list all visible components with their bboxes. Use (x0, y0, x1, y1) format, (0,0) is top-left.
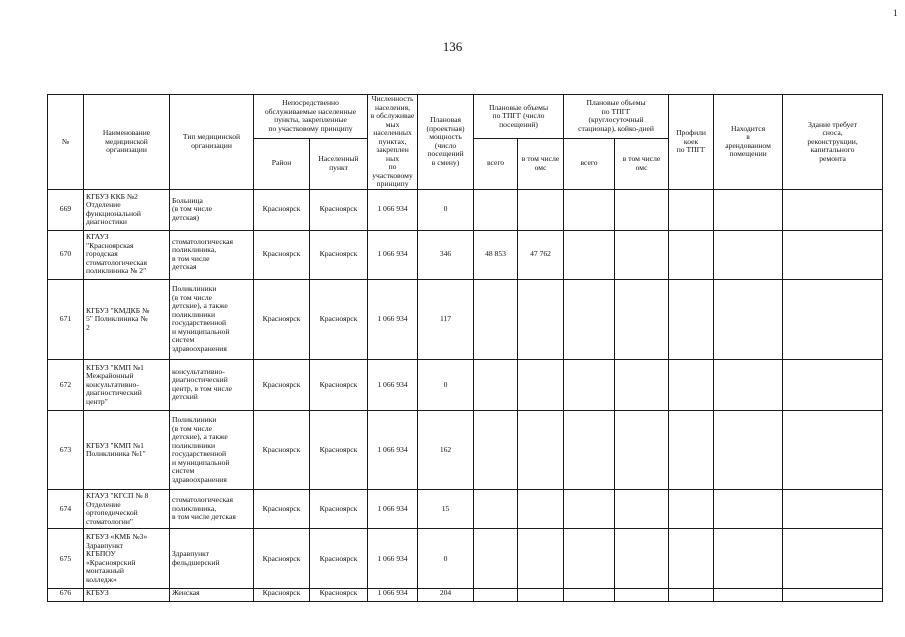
district-cell: Красноярск (254, 411, 310, 490)
repair-cell (783, 359, 883, 410)
header-settlement: Населенный пункт (310, 138, 368, 189)
bed-profile-cell (669, 189, 714, 230)
population-cell: 1 066 934 (368, 189, 418, 230)
beds-total-cell (564, 230, 615, 279)
header-visits-oms: в том числе омс (518, 138, 564, 189)
repair-cell (783, 230, 883, 279)
row-num: 671 (48, 279, 84, 359)
org-name-cell: КГБУЗ «КМБ №3» Здравпункт КГБПОУ «Красноярский монтажный колледж» (84, 529, 170, 589)
visits-oms-cell (518, 279, 564, 359)
table-row (48, 529, 883, 589)
row-num: 670 (48, 230, 84, 279)
table-row (48, 411, 883, 490)
beds-oms-cell (615, 359, 669, 410)
header-capacity: Плановая (проектная) мощность (число посещений в смену) (418, 95, 474, 190)
visits-total-cell (474, 411, 518, 490)
settlement-cell: Красноярск (310, 359, 368, 410)
visits-total-cell: 48 853 (474, 230, 518, 279)
visits-total-cell (474, 359, 518, 410)
org-type-cell: Здравпункт фельдшерский (170, 529, 254, 589)
header-population: Численность населения, в обслуживае мых населенных пунктах, закреплен ных по участковому принципу (368, 95, 418, 190)
capacity-cell: 117 (418, 279, 474, 359)
org-name-cell: КГАУЗ "КГСП № 8 Отделение ортопедической стоматологии" (84, 490, 170, 529)
rented-cell (714, 230, 783, 279)
rented-cell (714, 189, 783, 230)
visits-oms-cell (518, 589, 564, 601)
org-name-cell: КГБУЗ ККБ №2 Отделение функциональной диагностики (84, 189, 170, 230)
org-type-cell: Женская (170, 589, 254, 601)
org-name-cell: КГАУЗ "Красноярская городская стоматологическая поликлиника № 2" (84, 230, 170, 279)
visits-oms-cell (518, 411, 564, 490)
row-num: 673 (48, 411, 84, 490)
capacity-cell: 346 (418, 230, 474, 279)
beds-oms-cell (615, 490, 669, 529)
row-num: 669 (48, 189, 84, 230)
repair-cell (783, 589, 883, 601)
row-num: 675 (48, 529, 84, 589)
bed-profile-cell (669, 589, 714, 601)
visits-total-cell (474, 589, 518, 601)
district-cell: Красноярск (254, 529, 310, 589)
beds-total-cell (564, 411, 615, 490)
capacity-cell: 15 (418, 490, 474, 529)
population-cell: 1 066 934 (368, 529, 418, 589)
visits-oms-cell (518, 490, 564, 529)
bed-profile-cell (669, 529, 714, 589)
org-name-cell: КГБУЗ "КМП №1 Поликлиника №1" (84, 411, 170, 490)
capacity-cell: 162 (418, 411, 474, 490)
org-type-cell: консультативно- диагностический центр, в том числе детский (170, 359, 254, 410)
visits-total-cell (474, 279, 518, 359)
district-cell: Красноярск (254, 589, 310, 601)
population-cell: 1 066 934 (368, 589, 418, 601)
header-org-type: Тип медицинской организации (170, 95, 254, 190)
population-cell: 1 066 934 (368, 230, 418, 279)
header-repair: Здание требует сноса, реконструкции, капитального ремонта (783, 95, 883, 190)
header-beds: Плановые объемы по ТПГГ (круглосуточный стационар), койко-дней (564, 95, 669, 139)
repair-cell (783, 529, 883, 589)
settlement-cell: Красноярск (310, 279, 368, 359)
facilities-table (47, 94, 883, 602)
district-cell: Красноярск (254, 359, 310, 410)
org-type-cell: стоматологическая поликлиника, в том числе детская (170, 490, 254, 529)
table-row (48, 279, 883, 359)
rented-cell (714, 279, 783, 359)
settlement-cell: Красноярск (310, 230, 368, 279)
capacity-cell: 204 (418, 589, 474, 601)
beds-total-cell (564, 529, 615, 589)
header-visits: Плановые объемы по ТПГГ (число посещений) (474, 95, 564, 139)
row-num: 672 (48, 359, 84, 410)
beds-total-cell (564, 589, 615, 601)
header-served: Непосредственно обслуживаемые населенные пункты, закрепленные по участковому принципу (254, 95, 368, 139)
settlement-cell: Красноярск (310, 529, 368, 589)
capacity-cell: 0 (418, 189, 474, 230)
org-type-cell: Поликлиники (в том числе детские), а также поликлиники государственной и муниципальной систем здравоохранения (170, 279, 254, 359)
repair-cell (783, 411, 883, 490)
visits-oms-cell (518, 189, 564, 230)
population-cell: 1 066 934 (368, 359, 418, 410)
header-district: Район (254, 138, 310, 189)
table-row (48, 230, 883, 279)
rented-cell (714, 589, 783, 601)
visits-total-cell (474, 529, 518, 589)
rented-cell (714, 359, 783, 410)
beds-oms-cell (615, 279, 669, 359)
beds-oms-cell (615, 230, 669, 279)
page-number: 136 (442, 39, 463, 54)
beds-total-cell (564, 189, 615, 230)
settlement-cell: Красноярск (310, 411, 368, 490)
repair-cell (783, 189, 883, 230)
bed-profile-cell (669, 279, 714, 359)
visits-oms-cell (518, 359, 564, 410)
org-type-cell: стоматологическая поликлиника, в том числе детская (170, 230, 254, 279)
district-cell: Красноярск (254, 189, 310, 230)
header-num: № (48, 95, 84, 190)
rented-cell (714, 490, 783, 529)
district-cell: Красноярск (254, 279, 310, 359)
beds-oms-cell (615, 589, 669, 601)
visits-total-cell (474, 189, 518, 230)
settlement-cell: Красноярск (310, 490, 368, 529)
header-org-name: Наименование медицинской организации (84, 95, 170, 190)
population-cell: 1 066 934 (368, 490, 418, 529)
bed-profile-cell (669, 490, 714, 529)
capacity-cell: 0 (418, 529, 474, 589)
beds-total-cell (564, 279, 615, 359)
visits-oms-cell (518, 529, 564, 589)
header-beds-oms: в том числе омс (615, 138, 669, 189)
table-row (48, 189, 883, 230)
table-row (48, 490, 883, 529)
org-type-cell: Больница (в том числе детская) (170, 189, 254, 230)
rented-cell (714, 411, 783, 490)
header-rented: Находится в арендованном помещении (714, 95, 783, 190)
visits-total-cell (474, 490, 518, 529)
rented-cell (714, 529, 783, 589)
org-type-cell: Поликлиники (в том числе детские), а также поликлиники государственной и муниципальной систем здравоохранения (170, 411, 254, 490)
settlement-cell: Красноярск (310, 589, 368, 601)
population-cell: 1 066 934 (368, 411, 418, 490)
header-beds-total: всего (564, 138, 615, 189)
district-cell: Красноярск (254, 230, 310, 279)
district-cell: Красноярск (254, 490, 310, 529)
header-bed-profile: Профили коек по ТПГГ (669, 95, 714, 190)
row-num: 674 (48, 490, 84, 529)
beds-oms-cell (615, 529, 669, 589)
row-num: 676 (48, 589, 84, 601)
corner-mark: 1 (893, 8, 898, 18)
table-row (48, 589, 883, 601)
population-cell: 1 066 934 (368, 279, 418, 359)
beds-total-cell (564, 490, 615, 529)
capacity-cell: 0 (418, 359, 474, 410)
bed-profile-cell (669, 359, 714, 410)
beds-total-cell (564, 359, 615, 410)
header-visits-total: всего (474, 138, 518, 189)
beds-oms-cell (615, 411, 669, 490)
table-row (48, 359, 883, 410)
bed-profile-cell (669, 411, 714, 490)
repair-cell (783, 279, 883, 359)
org-name-cell: КГБУЗ "КМДКБ № 5" Поликлиника № 2 (84, 279, 170, 359)
bed-profile-cell (669, 230, 714, 279)
beds-oms-cell (615, 189, 669, 230)
org-name-cell: КГБУЗ (84, 589, 170, 601)
settlement-cell: Красноярск (310, 189, 368, 230)
repair-cell (783, 490, 883, 529)
org-name-cell: КГБУЗ "КМП №1 Межрайонный консультативно- диагностический центр" (84, 359, 170, 410)
visits-oms-cell: 47 762 (518, 230, 564, 279)
